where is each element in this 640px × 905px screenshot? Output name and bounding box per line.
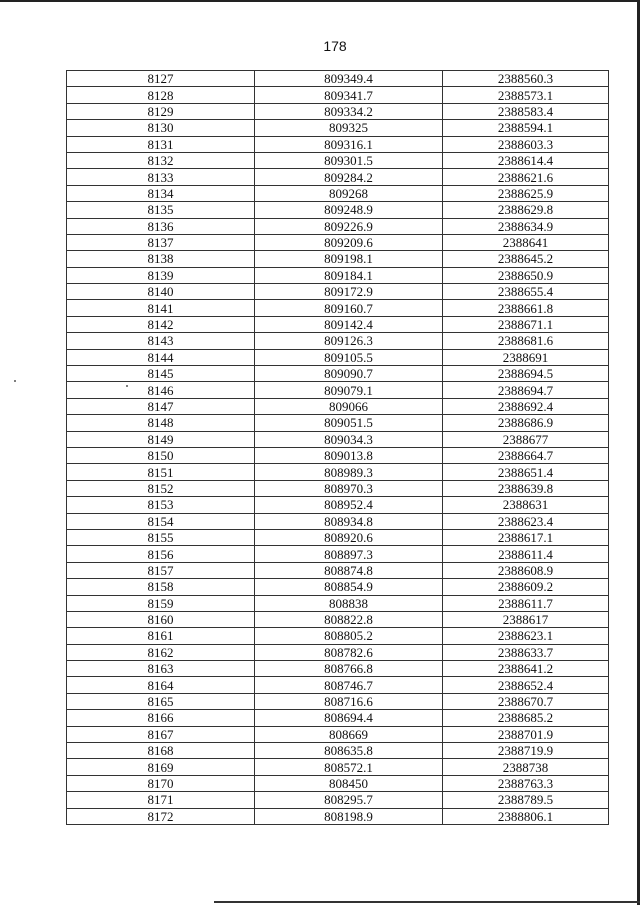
- x-coordinate-cell: 808897.3: [255, 546, 443, 562]
- table-row: [67, 316, 609, 332]
- table-row: [67, 398, 609, 414]
- x-coordinate-cell: 809105.5: [255, 349, 443, 365]
- table-row: [67, 71, 609, 87]
- x-coordinate-cell: 808970.3: [255, 480, 443, 496]
- point-number-cell: 8141: [67, 300, 255, 316]
- y-coordinate-cell: 2388603.3: [443, 136, 609, 152]
- table-row: [67, 284, 609, 300]
- point-number-cell: 8152: [67, 480, 255, 496]
- coordinates-table: [66, 70, 609, 825]
- table-row: [67, 726, 609, 742]
- point-number-cell: 8167: [67, 726, 255, 742]
- x-coordinate-cell: 808669: [255, 726, 443, 742]
- page-number: 178: [323, 38, 347, 54]
- y-coordinate-cell: 2388652.4: [443, 677, 609, 693]
- x-coordinate-cell: 809284.2: [255, 169, 443, 185]
- x-coordinate-cell: 808920.6: [255, 529, 443, 545]
- point-number-cell: 8160: [67, 611, 255, 627]
- x-coordinate-cell: 808989.3: [255, 464, 443, 480]
- table-row: [67, 759, 609, 775]
- point-number-cell: 8159: [67, 595, 255, 611]
- point-number-cell: 8129: [67, 103, 255, 119]
- y-coordinate-cell: 2388631: [443, 497, 609, 513]
- x-coordinate-cell: 808822.8: [255, 611, 443, 627]
- table-row: [67, 349, 609, 365]
- point-number-cell: 8154: [67, 513, 255, 529]
- y-coordinate-cell: 2388664.7: [443, 447, 609, 463]
- y-coordinate-cell: 2388681.6: [443, 333, 609, 349]
- point-number-cell: 8170: [67, 775, 255, 791]
- point-number-cell: 8166: [67, 710, 255, 726]
- y-coordinate-cell: 2388701.9: [443, 726, 609, 742]
- x-coordinate-cell: 809090.7: [255, 366, 443, 382]
- y-coordinate-cell: 2388719.9: [443, 743, 609, 759]
- x-coordinate-cell: 809325: [255, 120, 443, 136]
- y-coordinate-cell: 2388691: [443, 349, 609, 365]
- x-coordinate-cell: 809226.9: [255, 218, 443, 234]
- x-coordinate-cell: 809066: [255, 398, 443, 414]
- table-row: [67, 808, 609, 824]
- point-number-cell: 8143: [67, 333, 255, 349]
- point-number-cell: 8136: [67, 218, 255, 234]
- table-row: [67, 464, 609, 480]
- point-number-cell: 8165: [67, 693, 255, 709]
- point-number-cell: 8131: [67, 136, 255, 152]
- y-coordinate-cell: 2388629.8: [443, 202, 609, 218]
- point-number-cell: 8163: [67, 661, 255, 677]
- table-row: [67, 169, 609, 185]
- x-coordinate-cell: 809184.1: [255, 267, 443, 283]
- table-row: [67, 693, 609, 709]
- table-row: [67, 628, 609, 644]
- x-coordinate-cell: 808782.6: [255, 644, 443, 660]
- table-row: [67, 480, 609, 496]
- point-number-cell: 8164: [67, 677, 255, 693]
- point-number-cell: 8172: [67, 808, 255, 824]
- point-number-cell: 8142: [67, 316, 255, 332]
- y-coordinate-cell: 2388641.2: [443, 661, 609, 677]
- x-coordinate-cell: 809349.4: [255, 71, 443, 87]
- point-number-cell: 8138: [67, 251, 255, 267]
- table-row: [67, 382, 609, 398]
- y-coordinate-cell: 2388611.7: [443, 595, 609, 611]
- x-coordinate-cell: 809301.5: [255, 152, 443, 168]
- y-coordinate-cell: 2388661.8: [443, 300, 609, 316]
- table-row: [67, 300, 609, 316]
- y-coordinate-cell: 2388617.1: [443, 529, 609, 545]
- x-coordinate-cell: 809341.7: [255, 87, 443, 103]
- table-row: [67, 710, 609, 726]
- y-coordinate-cell: 2388609.2: [443, 579, 609, 595]
- point-number-cell: 8147: [67, 398, 255, 414]
- x-coordinate-cell: 809013.8: [255, 447, 443, 463]
- table-row: [67, 447, 609, 463]
- x-coordinate-cell: 808198.9: [255, 808, 443, 824]
- point-number-cell: 8135: [67, 202, 255, 218]
- y-coordinate-cell: 2388560.3: [443, 71, 609, 87]
- y-coordinate-cell: 2388633.7: [443, 644, 609, 660]
- table-row: [67, 218, 609, 234]
- x-coordinate-cell: 808694.4: [255, 710, 443, 726]
- y-coordinate-cell: 2388623.1: [443, 628, 609, 644]
- point-number-cell: 8169: [67, 759, 255, 775]
- x-coordinate-cell: 809160.7: [255, 300, 443, 316]
- y-coordinate-cell: 2388621.6: [443, 169, 609, 185]
- table-row: [67, 661, 609, 677]
- table-row: [67, 644, 609, 660]
- y-coordinate-cell: 2388692.4: [443, 398, 609, 414]
- x-coordinate-cell: 808854.9: [255, 579, 443, 595]
- scan-speck: [14, 380, 16, 382]
- point-number-cell: 8134: [67, 185, 255, 201]
- y-coordinate-cell: 2388671.1: [443, 316, 609, 332]
- y-coordinate-cell: 2388738: [443, 759, 609, 775]
- table-row: [67, 611, 609, 627]
- table-row: [67, 251, 609, 267]
- table-row: [67, 185, 609, 201]
- x-coordinate-cell: 809209.6: [255, 234, 443, 250]
- coordinates-table-body: [67, 71, 609, 825]
- x-coordinate-cell: 809248.9: [255, 202, 443, 218]
- x-coordinate-cell: 808934.8: [255, 513, 443, 529]
- point-number-cell: 8161: [67, 628, 255, 644]
- x-coordinate-cell: 809079.1: [255, 382, 443, 398]
- x-coordinate-cell: 808716.6: [255, 693, 443, 709]
- y-coordinate-cell: 2388685.2: [443, 710, 609, 726]
- point-number-cell: 8137: [67, 234, 255, 250]
- table-row: [67, 366, 609, 382]
- table-row: [67, 775, 609, 791]
- table-row: [67, 677, 609, 693]
- y-coordinate-cell: 2388583.4: [443, 103, 609, 119]
- y-coordinate-cell: 2388651.4: [443, 464, 609, 480]
- table-row: [67, 103, 609, 119]
- table-row: [67, 743, 609, 759]
- point-number-cell: 8155: [67, 529, 255, 545]
- table-row: [67, 234, 609, 250]
- point-number-cell: 8168: [67, 743, 255, 759]
- x-coordinate-cell: 808766.8: [255, 661, 443, 677]
- table-row: [67, 415, 609, 431]
- y-coordinate-cell: 2388617: [443, 611, 609, 627]
- table-row: [67, 595, 609, 611]
- point-number-cell: 8156: [67, 546, 255, 562]
- x-coordinate-cell: 808572.1: [255, 759, 443, 775]
- y-coordinate-cell: 2388639.8: [443, 480, 609, 496]
- x-coordinate-cell: 808952.4: [255, 497, 443, 513]
- x-coordinate-cell: 809142.4: [255, 316, 443, 332]
- x-coordinate-cell: 809316.1: [255, 136, 443, 152]
- x-coordinate-cell: 809198.1: [255, 251, 443, 267]
- table-row: [67, 202, 609, 218]
- table-row: [67, 333, 609, 349]
- table-row: [67, 87, 609, 103]
- x-coordinate-cell: 809126.3: [255, 333, 443, 349]
- point-number-cell: 8171: [67, 792, 255, 808]
- x-coordinate-cell: 809334.2: [255, 103, 443, 119]
- table-row: [67, 579, 609, 595]
- y-coordinate-cell: 2388670.7: [443, 693, 609, 709]
- table-row: [67, 431, 609, 447]
- point-number-cell: 8149: [67, 431, 255, 447]
- table-row: [67, 529, 609, 545]
- table-row: [67, 513, 609, 529]
- y-coordinate-cell: 2388614.4: [443, 152, 609, 168]
- point-number-cell: 8153: [67, 497, 255, 513]
- point-number-cell: 8133: [67, 169, 255, 185]
- y-coordinate-cell: 2388573.1: [443, 87, 609, 103]
- point-number-cell: 8140: [67, 284, 255, 300]
- table-row: [67, 546, 609, 562]
- x-coordinate-cell: 809172.9: [255, 284, 443, 300]
- point-number-cell: 8162: [67, 644, 255, 660]
- table-row: [67, 152, 609, 168]
- y-coordinate-cell: 2388789.5: [443, 792, 609, 808]
- y-coordinate-cell: 2388686.9: [443, 415, 609, 431]
- point-number-cell: 8151: [67, 464, 255, 480]
- scan-edge-bottom: [214, 901, 640, 903]
- y-coordinate-cell: 2388608.9: [443, 562, 609, 578]
- x-coordinate-cell: 809034.3: [255, 431, 443, 447]
- point-number-cell: 8127: [67, 71, 255, 87]
- x-coordinate-cell: 808746.7: [255, 677, 443, 693]
- point-number-cell: 8145: [67, 366, 255, 382]
- y-coordinate-cell: 2388655.4: [443, 284, 609, 300]
- y-coordinate-cell: 2388694.5: [443, 366, 609, 382]
- y-coordinate-cell: 2388634.9: [443, 218, 609, 234]
- x-coordinate-cell: 808805.2: [255, 628, 443, 644]
- table-row: [67, 497, 609, 513]
- point-number-cell: 8148: [67, 415, 255, 431]
- y-coordinate-cell: 2388594.1: [443, 120, 609, 136]
- point-number-cell: 8128: [67, 87, 255, 103]
- y-coordinate-cell: 2388650.9: [443, 267, 609, 283]
- x-coordinate-cell: 808450: [255, 775, 443, 791]
- table-row: [67, 792, 609, 808]
- table-row: [67, 267, 609, 283]
- y-coordinate-cell: 2388641: [443, 234, 609, 250]
- table-row: [67, 120, 609, 136]
- table-row: [67, 562, 609, 578]
- point-number-cell: 8158: [67, 579, 255, 595]
- y-coordinate-cell: 2388623.4: [443, 513, 609, 529]
- y-coordinate-cell: 2388763.3: [443, 775, 609, 791]
- point-number-cell: 8146: [67, 382, 255, 398]
- y-coordinate-cell: 2388625.9: [443, 185, 609, 201]
- point-number-cell: 8132: [67, 152, 255, 168]
- y-coordinate-cell: 2388645.2: [443, 251, 609, 267]
- y-coordinate-cell: 2388611.4: [443, 546, 609, 562]
- table-row: [67, 136, 609, 152]
- y-coordinate-cell: 2388694.7: [443, 382, 609, 398]
- point-number-cell: 8144: [67, 349, 255, 365]
- x-coordinate-cell: 809268: [255, 185, 443, 201]
- x-coordinate-cell: 808838: [255, 595, 443, 611]
- x-coordinate-cell: 808295.7: [255, 792, 443, 808]
- y-coordinate-cell: 2388677: [443, 431, 609, 447]
- x-coordinate-cell: 809051.5: [255, 415, 443, 431]
- point-number-cell: 8157: [67, 562, 255, 578]
- y-coordinate-cell: 2388806.1: [443, 808, 609, 824]
- point-number-cell: 8139: [67, 267, 255, 283]
- x-coordinate-cell: 808635.8: [255, 743, 443, 759]
- point-number-cell: 8130: [67, 120, 255, 136]
- point-number-cell: 8150: [67, 447, 255, 463]
- scan-edge-top: [0, 0, 640, 2]
- x-coordinate-cell: 808874.8: [255, 562, 443, 578]
